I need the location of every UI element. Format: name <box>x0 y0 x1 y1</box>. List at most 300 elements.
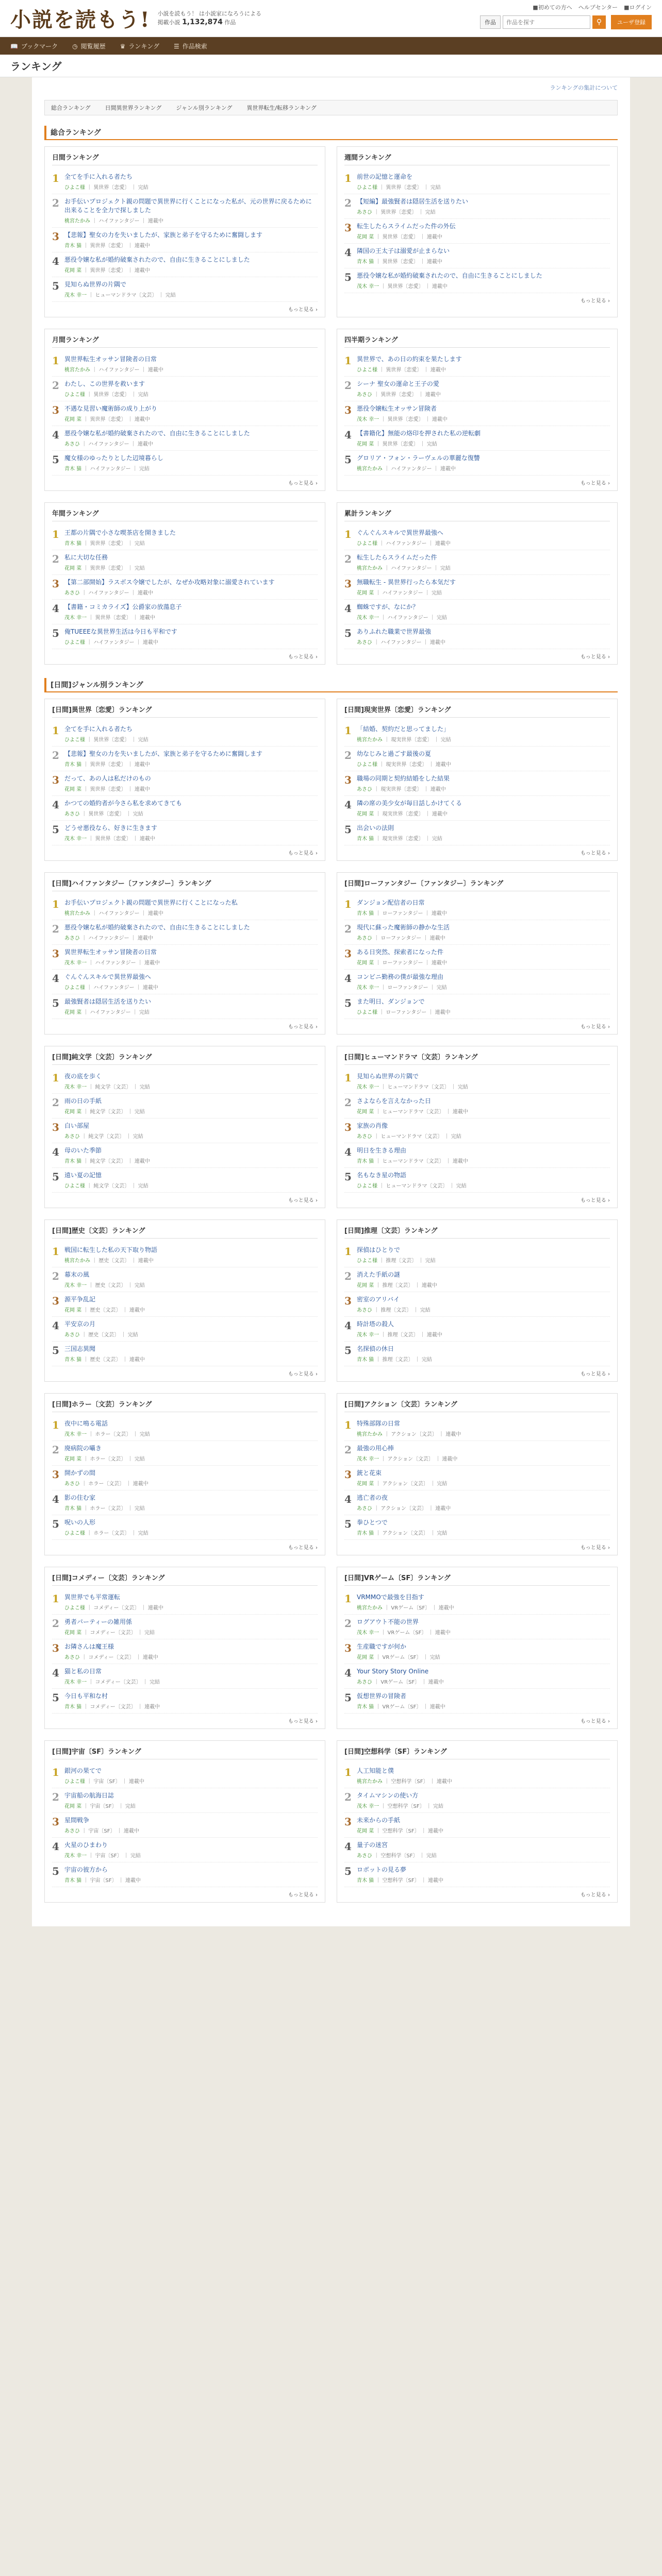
meta-separator: ｜ <box>81 417 90 422</box>
author-link[interactable]: 茂木 幸一 <box>357 1804 379 1809</box>
tab-genre[interactable]: ジャンル別ランキング <box>176 105 233 111</box>
novel-title-link[interactable]: 【悲報】聖女の力を失いましたが、家族と弟子を守るために奮闘します <box>64 750 263 757</box>
author-link[interactable]: 茂木 幸一 <box>357 1630 379 1636</box>
novel-title-link[interactable]: グロリア・フォン・ラーヴェルの華麗な復讐 <box>357 454 480 462</box>
ranking-item-body <box>357 923 610 941</box>
author-link[interactable]: 茂木 幸一 <box>64 1432 87 1437</box>
status-label: 完結 <box>425 1258 436 1264</box>
author-link[interactable]: ひよこ様 <box>64 1605 85 1611</box>
nav-search[interactable] <box>174 42 207 50</box>
author-link[interactable]: 青木 猫 <box>357 1878 374 1884</box>
author-link[interactable]: ひよこ様 <box>64 392 85 398</box>
novel-title-link[interactable]: 人工知能と僕 <box>357 1767 394 1774</box>
author-link[interactable]: 花岡 菜 <box>357 811 374 817</box>
author-link[interactable]: 青木 猫 <box>357 1357 374 1363</box>
author-link[interactable]: 桃宮たかみ <box>64 367 90 373</box>
author-link[interactable]: ひよこ様 <box>357 541 377 547</box>
author-link[interactable]: あさひ <box>64 1828 80 1834</box>
novel-title-link[interactable]: 名もなき星の物語 <box>357 1172 407 1179</box>
tab-overall[interactable]: 総合ランキング <box>51 105 91 111</box>
meta-separator: ｜ <box>119 1332 128 1338</box>
site-logo[interactable]: 小説を読もう! <box>10 8 151 32</box>
meta-separator: ｜ <box>432 566 440 571</box>
more-link[interactable]: もっと見る › <box>288 654 318 660</box>
novel-title-link[interactable]: 幕末の風 <box>64 1271 90 1278</box>
rank-number: 5 <box>344 453 352 466</box>
novel-title-link[interactable]: お隣さんは魔王様 <box>64 1643 114 1650</box>
author-link[interactable]: あさひ <box>64 1481 80 1487</box>
ranking-box-title: 日間ランキング <box>52 152 318 165</box>
rank-number: 2 <box>52 1617 59 1630</box>
meta-separator: ｜ <box>374 1704 383 1710</box>
author-link[interactable]: 青木 猫 <box>64 541 82 547</box>
tab-isekai-tensei[interactable]: 異世界転生/転移ランキング <box>246 105 317 111</box>
novel-title-link[interactable]: 現代に蘇った魔術師の静かな生活 <box>357 924 450 931</box>
author-link[interactable]: 茂木 幸一 <box>64 1680 87 1685</box>
more-link[interactable]: もっと見る › <box>580 851 610 856</box>
novel-title-link[interactable]: ロボットの見る夢 <box>357 1866 407 1873</box>
author-link[interactable]: あさひ <box>64 442 80 447</box>
author-link[interactable]: ひよこ様 <box>64 737 85 743</box>
novel-meta <box>64 464 318 472</box>
novel-title-link[interactable]: ログアウト不能の世界 <box>357 1618 419 1625</box>
novel-title-link[interactable]: 逃亡者の夜 <box>357 1494 388 1501</box>
novel-title-link[interactable]: 密室のアリバイ <box>357 1296 400 1303</box>
author-link[interactable]: ひよこ様 <box>357 1183 377 1189</box>
author-link[interactable]: 桃宮たかみ <box>64 1258 90 1264</box>
author-link[interactable]: ひよこ様 <box>64 1531 85 1536</box>
genre-label: アクション〔文芸〕 <box>382 1481 429 1487</box>
novel-title-link[interactable]: 仮想世界の冒険者 <box>357 1692 407 1700</box>
novel-title-link[interactable]: 影の住む家 <box>64 1494 96 1501</box>
novel-title-link[interactable]: 消えた手紙の謎 <box>357 1271 401 1278</box>
author-link[interactable]: 花岡 菜 <box>357 960 374 966</box>
novel-title-link[interactable]: 【短編】最強賢者は隠居生活を送りたい <box>357 198 469 205</box>
status-label: 完結 <box>125 1804 136 1809</box>
more-link[interactable]: もっと見る › <box>288 1024 318 1030</box>
author-link[interactable]: 桃宮たかみ <box>357 466 383 472</box>
author-link[interactable]: 桃宮たかみ <box>64 218 90 224</box>
novel-title-link[interactable]: 宇宙の彼方から <box>64 1866 108 1873</box>
novel-title-link[interactable]: 特殊部隊の日常 <box>357 1420 401 1427</box>
ranking-item-body <box>357 1146 610 1164</box>
more-link[interactable]: もっと見る › <box>580 1719 610 1724</box>
novel-title-link[interactable]: 悪役令嬢な私が婚約破棄されたので、自由に生きることにしました <box>64 256 250 263</box>
meta-separator: ｜ <box>80 1481 89 1487</box>
author-link[interactable]: あさひ <box>64 936 80 941</box>
novel-meta <box>64 834 318 842</box>
author-link[interactable]: 花岡 菜 <box>357 1109 374 1115</box>
author-link[interactable]: あさひ <box>64 590 80 596</box>
nav-bookmark[interactable] <box>10 42 58 50</box>
author-link[interactable]: 花岡 菜 <box>64 1010 82 1015</box>
more-link[interactable]: もっと見る › <box>288 307 318 313</box>
author-link[interactable]: 茂木 幸一 <box>64 836 87 842</box>
novel-title-link[interactable]: 無職転生 - 異世界行ったら本気だす <box>357 579 456 586</box>
novel-title-link[interactable]: 私に大切な任務 <box>64 554 108 561</box>
more-link[interactable]: もっと見る › <box>580 1024 610 1030</box>
ranking-item <box>344 970 610 994</box>
novel-title-link[interactable]: タイムマシンの使い方 <box>357 1792 419 1799</box>
header-link-login[interactable]: ■ログイン <box>624 4 652 11</box>
novel-title-link[interactable]: ある日突然、探索者になった件 <box>357 948 444 956</box>
author-link[interactable]: 青木 猫 <box>357 836 374 842</box>
rank-number: 5 <box>344 627 352 639</box>
novel-title-link[interactable]: 俺TUEEEな異世界生活は今日も平和です <box>64 628 177 635</box>
author-link[interactable]: 花岡 菜 <box>64 1804 82 1809</box>
status-label: 連載中 <box>134 417 150 422</box>
novel-title-link[interactable]: 【第二部開始】ラスボス令嬢でしたが、なぜか攻略対象に溺愛されています <box>64 579 275 586</box>
novel-title-link[interactable]: 呪いの人形 <box>64 1519 96 1526</box>
author-link[interactable]: 花岡 菜 <box>357 1283 374 1289</box>
novel-title-link[interactable]: 悪役令嬢な私が婚約破棄されたので、自由に生きることにしました <box>357 272 542 279</box>
novel-title-link[interactable]: また明日、ダンジョンで <box>357 998 425 1005</box>
author-link[interactable]: 花岡 菜 <box>64 1109 82 1115</box>
ranking-item <box>52 194 318 228</box>
novel-title-link[interactable]: 転生したらスライムだった件の外伝 <box>357 223 456 230</box>
author-link[interactable]: 花岡 菜 <box>357 590 374 596</box>
novel-meta <box>357 638 610 646</box>
novel-title-link[interactable]: 王都の片隅で小さな喫茶店を開きました <box>64 529 176 536</box>
novel-title-link[interactable]: どうせ悪役なら、好きに生きます <box>64 824 158 832</box>
author-link[interactable]: あさひ <box>357 787 372 792</box>
author-link[interactable]: 茂木 幸一 <box>64 615 87 621</box>
status-label: 連載中 <box>137 442 153 447</box>
novel-title-link[interactable]: 職場の同期と契約結婚をした結果 <box>357 775 450 782</box>
more-link[interactable]: もっと見る › <box>288 481 318 486</box>
novel-title-link[interactable]: だって、あの人は私だけのもの <box>64 775 151 782</box>
more-link[interactable]: もっと見る › <box>288 851 318 856</box>
author-link[interactable]: 花岡 菜 <box>64 787 82 792</box>
meta-separator: ｜ <box>80 1134 89 1140</box>
author-link[interactable]: あさひ <box>357 936 372 941</box>
ranking-item-body <box>357 1419 610 1437</box>
novel-title-link[interactable]: 勇者パーティーの雑用係 <box>64 1618 133 1625</box>
more-link[interactable]: もっと見る › <box>580 1892 610 1898</box>
ranking-item-body <box>357 1345 610 1363</box>
novel-title-link[interactable]: 今日も平和な村 <box>64 1692 108 1700</box>
author-link[interactable]: 青木 猫 <box>357 1159 374 1164</box>
author-link[interactable]: ひよこ様 <box>64 185 85 191</box>
novel-title-link[interactable]: 見知らぬ世界の片隅で <box>64 281 127 288</box>
author-link[interactable]: 花岡 菜 <box>357 234 374 240</box>
novel-title-link[interactable]: 蜘蛛ですが、なにか？ <box>357 603 419 611</box>
novel-title-link[interactable]: 夜の底を歩く <box>64 1073 102 1080</box>
author-link[interactable]: ひよこ様 <box>64 985 85 991</box>
novel-title-link[interactable]: 拳ひとつで <box>357 1519 388 1526</box>
novel-title-link[interactable]: 母のいた季節 <box>64 1147 102 1154</box>
author-link[interactable]: ひよこ様 <box>64 1779 85 1785</box>
more-link[interactable]: もっと見る › <box>288 1892 318 1898</box>
novel-title-link[interactable]: 隣の席の美少女が毎日話しかけてくる <box>357 800 462 807</box>
tab-isekai-daily[interactable]: 日間異世界ランキング <box>105 105 162 111</box>
author-link[interactable]: 茂木 幸一 <box>357 985 379 991</box>
more-link[interactable]: もっと見る › <box>580 1545 610 1551</box>
ranking-item <box>344 895 610 920</box>
novel-title-link[interactable]: 廃病院の囁き <box>64 1445 102 1452</box>
author-link[interactable]: 茂木 幸一 <box>357 417 379 422</box>
author-link[interactable]: 花岡 菜 <box>64 417 82 422</box>
author-link[interactable]: ひよこ様 <box>357 367 377 373</box>
ranking-item <box>344 624 610 649</box>
more-link[interactable]: もっと見る › <box>288 1719 318 1724</box>
novel-title-link[interactable]: 雨の日の手紙 <box>64 1097 102 1105</box>
novel-title-link[interactable]: 火星のひまわり <box>64 1841 108 1849</box>
author-link[interactable]: 茂木 幸一 <box>357 1332 379 1338</box>
novel-title-link[interactable]: さよならを言えなかった日 <box>357 1097 432 1105</box>
novel-title-link[interactable]: 悪役令嬢転生オッサン冒険者 <box>357 405 437 412</box>
novel-title-link[interactable]: 家族の肖像 <box>357 1122 388 1129</box>
novel-title-link[interactable]: 前世の記憶と運命を <box>357 173 413 180</box>
author-link[interactable]: あさひ <box>357 1134 372 1140</box>
novel-title-link[interactable]: 【書籍・コミカライズ】公爵家の放蕩息子 <box>64 603 182 611</box>
author-link[interactable]: 花岡 菜 <box>64 1630 82 1636</box>
novel-title-link[interactable]: 全てを手に入れる者たち <box>64 173 133 180</box>
genre-label: ハイファンタジー <box>98 218 140 224</box>
novel-title-link[interactable]: 銀河の果てで <box>64 1767 102 1774</box>
author-link[interactable]: 茂木 幸一 <box>357 1084 379 1090</box>
novel-title-link[interactable]: ぐんぐんスキルで異世界最強へ <box>357 529 443 536</box>
novel-title-link[interactable]: 不遇な見習い魔術師の成り上がり <box>64 405 158 412</box>
novel-title-link[interactable]: 幼なじみと過ごす最後の夏 <box>357 750 432 757</box>
meta-separator: ｜ <box>413 1357 422 1363</box>
author-link[interactable]: 桃宮たかみ <box>357 737 383 743</box>
author-link[interactable]: 花岡 菜 <box>64 268 82 274</box>
novel-title-link[interactable]: 「結婚、契約だと思ってました」 <box>357 725 450 733</box>
status-label: 完結 <box>451 1134 461 1140</box>
novel-title-link[interactable]: コンビニ勤務の僕が最強な理由 <box>357 973 444 980</box>
author-link[interactable]: あさひ <box>64 811 80 817</box>
author-link[interactable]: 茂木 幸一 <box>64 960 87 966</box>
novel-title-link[interactable]: 時計塔の殺人 <box>357 1320 394 1328</box>
novel-title-link[interactable]: 夜中に鳴る電話 <box>64 1420 108 1427</box>
more-link[interactable]: もっと見る › <box>580 481 610 486</box>
author-link[interactable]: 青木 猫 <box>64 762 82 768</box>
author-link[interactable]: 青木 猫 <box>64 1704 82 1710</box>
author-link[interactable]: 茂木 幸一 <box>357 1456 379 1462</box>
rank-number: 3 <box>344 1642 352 1654</box>
novel-title-link[interactable]: VRMMOで最強を目指す <box>357 1594 424 1601</box>
author-link[interactable]: 桃宮たかみ <box>64 911 90 917</box>
novel-title-link[interactable]: 星間戦争 <box>64 1817 90 1824</box>
ranking-item <box>344 170 610 194</box>
novel-title-link[interactable]: 遠い夏の記憶 <box>64 1172 102 1179</box>
meta-separator: ｜ <box>80 442 89 447</box>
novel-title-link[interactable]: ぐんぐんスキルで異世界最強へ <box>64 973 151 980</box>
header-link-help[interactable]: ヘルプセンター <box>578 4 618 11</box>
novel-title-link[interactable]: 出会いの法則 <box>357 824 394 832</box>
novel-title-link[interactable]: かつての婚約者が今さら私を求めてきても <box>64 800 183 807</box>
author-link[interactable]: 茂木 幸一 <box>357 615 379 621</box>
author-link[interactable]: 花岡 菜 <box>64 1456 82 1462</box>
meta-separator: ｜ <box>117 1804 126 1809</box>
novel-title-link[interactable]: 最強の用心棒 <box>357 1445 394 1452</box>
more-link[interactable]: もっと見る › <box>580 298 610 304</box>
author-link[interactable]: 青木 猫 <box>357 1704 374 1710</box>
genre-label: ホラー〔文芸〕 <box>90 1456 126 1462</box>
header-link-beginner[interactable]: ■初めての方へ <box>533 4 572 11</box>
meta-separator: ｜ <box>372 1134 381 1140</box>
novel-title-link[interactable]: 銃と花束 <box>357 1469 382 1477</box>
author-link[interactable]: あさひ <box>357 1308 372 1313</box>
novel-title-link[interactable]: 全てを手に入れる者たち <box>64 725 133 733</box>
novel-title-link[interactable]: わたし、この世界を救います <box>64 380 145 387</box>
rank-number: 5 <box>52 1344 59 1357</box>
more-link[interactable]: もっと見る › <box>288 1198 318 1204</box>
author-link[interactable]: あさひ <box>357 392 372 398</box>
ranking-about-link[interactable]: ランキングの集計について <box>550 84 618 91</box>
novel-title-link[interactable]: 最強賢者は隠居生活を送りたい <box>64 998 152 1005</box>
author-link[interactable]: 茂木 幸一 <box>64 1283 87 1289</box>
register-button[interactable]: ユーザ登録 <box>611 15 652 29</box>
author-link[interactable]: あさひ <box>357 640 372 646</box>
meta-separator: ｜ <box>81 243 90 249</box>
author-link[interactable]: 花岡 菜 <box>357 1481 374 1487</box>
novel-title-link[interactable]: 源平争乱記 <box>64 1296 96 1303</box>
author-link[interactable]: 花岡 菜 <box>357 1655 374 1660</box>
novel-title-link[interactable]: お手伝いプロジェクト親の問題で異世界に行くことになった私が、元の世界に戻るために出来ることを全力で探しました <box>64 198 312 214</box>
author-link[interactable]: あさひ <box>64 1655 80 1660</box>
search-icon[interactable]: ⚲ <box>592 15 606 29</box>
author-link[interactable]: ひよこ様 <box>64 1183 85 1189</box>
author-link[interactable]: 桃宮たかみ <box>357 1605 383 1611</box>
author-link[interactable]: 青木 猫 <box>64 1159 82 1164</box>
novel-title-link[interactable]: 三国志異聞 <box>64 1345 96 1352</box>
novel-title-link[interactable]: 明日を生きる理由 <box>357 1147 407 1154</box>
novel-meta <box>64 1157 318 1164</box>
author-link[interactable]: ひよこ様 <box>357 762 377 768</box>
novel-title-link[interactable]: 異世界転生オッサン冒険者の日常 <box>64 948 157 956</box>
status-label: 連載中 <box>421 1283 437 1289</box>
more-link[interactable]: もっと見る › <box>288 1371 318 1377</box>
novel-title-link[interactable]: 見知らぬ世界の片隅で <box>357 1073 419 1080</box>
status-label: 完結 <box>134 1506 145 1512</box>
author-link[interactable]: 青木 猫 <box>357 911 374 917</box>
author-link[interactable]: ひよこ様 <box>357 1258 377 1264</box>
novel-title-link[interactable]: シーナ 聖女の運命と王子の愛 <box>357 380 439 387</box>
author-link[interactable]: あさひ <box>64 1134 80 1140</box>
novel-title-link[interactable]: 【書籍化】無能の烙印を押された私の逆転劇 <box>357 430 481 437</box>
more-link[interactable]: もっと見る › <box>580 1198 610 1204</box>
novel-title-link[interactable]: 悪役令嬢な私が婚約破棄されたので、自由に生きることにしました <box>64 430 250 437</box>
novel-title-link[interactable]: 白い部屋 <box>64 1122 90 1129</box>
more-link[interactable]: もっと見る › <box>288 1545 318 1551</box>
author-link[interactable]: 花岡 菜 <box>357 1828 374 1834</box>
rank-number: 2 <box>52 553 59 565</box>
author-link[interactable]: 花岡 菜 <box>64 1308 82 1313</box>
author-link[interactable]: 花岡 菜 <box>357 442 374 447</box>
author-link[interactable]: 茂木 幸一 <box>357 284 379 290</box>
novel-title-link[interactable]: 異世界でも平常運転 <box>64 1594 121 1601</box>
author-link[interactable]: 青木 猫 <box>64 1878 82 1884</box>
nav-ranking[interactable] <box>120 42 159 50</box>
meta-separator: ｜ <box>383 566 391 571</box>
author-link[interactable]: 青木 猫 <box>357 259 374 265</box>
meta-separator: ｜ <box>374 1357 383 1363</box>
author-link[interactable]: あさひ <box>357 1506 372 1512</box>
novel-title-link[interactable]: 異世界転生オッサン冒険者の日常 <box>64 355 157 363</box>
author-link[interactable]: 茂木 幸一 <box>64 293 87 298</box>
author-link[interactable]: あさひ <box>357 1680 372 1685</box>
genre-label: 空想科学〔SF〕 <box>387 1804 425 1809</box>
novel-title-link[interactable]: 量子の迷宮 <box>357 1841 388 1849</box>
novel-title-link[interactable]: 転生したらスライムだった件 <box>357 554 437 561</box>
author-link[interactable]: 桃宮たかみ <box>357 566 383 571</box>
author-link[interactable]: あさひ <box>357 1853 372 1859</box>
novel-title-link[interactable]: 探偵はひとりで <box>357 1246 401 1253</box>
ranking-item <box>344 1267 610 1292</box>
nav-history[interactable] <box>72 42 106 50</box>
search-input[interactable] <box>503 15 590 29</box>
meta-separator: ｜ <box>444 1159 453 1164</box>
author-link[interactable]: あさひ <box>357 210 372 215</box>
novel-title-link[interactable]: 平安京の月 <box>64 1320 96 1328</box>
novel-meta <box>357 1008 610 1015</box>
novel-title-link[interactable]: 猫と私の日常 <box>64 1668 102 1675</box>
novel-title-link[interactable]: Your Story Story Online <box>357 1668 429 1675</box>
novel-title-link[interactable]: 開かずの間 <box>64 1469 96 1477</box>
author-link[interactable]: 青木 猫 <box>64 466 82 472</box>
author-link[interactable]: 青木 猫 <box>64 1357 82 1363</box>
ranking-item-body <box>64 529 318 547</box>
ranking-item-body <box>64 355 318 373</box>
more-link[interactable]: もっと見る › <box>580 654 610 660</box>
novel-title-link[interactable]: 隣国の王太子は溺愛が止まらない <box>357 247 450 255</box>
ranking-item <box>344 268 610 293</box>
author-link[interactable]: ひよこ様 <box>357 185 377 191</box>
genre-label: 推理〔文芸〕 <box>382 1283 413 1289</box>
meta-separator: ｜ <box>81 541 90 547</box>
author-link[interactable]: 茂木 幸一 <box>64 1084 87 1090</box>
novel-title-link[interactable]: 未来からの手紙 <box>357 1817 401 1824</box>
author-link[interactable]: ひよこ様 <box>64 640 85 646</box>
novel-meta <box>357 785 610 792</box>
author-link[interactable]: 青木 猫 <box>64 1506 82 1512</box>
author-link[interactable]: 桃宮たかみ <box>357 1779 383 1785</box>
novel-meta <box>64 1777 318 1785</box>
ranking-item <box>52 945 318 970</box>
novel-title-link[interactable]: 悪役令嬢な私が婚約破棄されたので、自由に生きることにしました <box>64 924 250 931</box>
author-link[interactable]: 花岡 菜 <box>64 566 82 571</box>
meta-separator: ｜ <box>379 417 388 422</box>
meta-separator: ｜ <box>139 367 148 373</box>
author-link[interactable]: 桃宮たかみ <box>357 1432 383 1437</box>
novel-title-link[interactable]: 生産職ですが何か <box>357 1643 407 1650</box>
novel-title-link[interactable]: 戦国に転生した私の天下取り物語 <box>64 1246 158 1253</box>
ranking-item-body <box>357 973 610 991</box>
ranking-item <box>52 1168 318 1193</box>
novel-title-link[interactable]: 名探偵の休日 <box>357 1345 394 1352</box>
novel-title-link[interactable]: ダンジョン配信者の日常 <box>357 899 425 906</box>
more-link[interactable]: もっと見る › <box>580 1371 610 1377</box>
meta-separator: ｜ <box>85 985 94 991</box>
novel-title-link[interactable]: 異世界で、あの日の約束を果たします <box>357 355 462 363</box>
novel-title-link[interactable]: 【悲報】聖女の力を失いましたが、家族と弟子を守るために奮闘します <box>64 231 263 239</box>
status-label: 連載中 <box>426 259 442 265</box>
novel-title-link[interactable]: 宇宙船の航海日誌 <box>64 1792 114 1799</box>
novel-title-link[interactable]: お手伝いプロジェクト親の問題で異世界に行くことになった私 <box>64 899 238 906</box>
author-link[interactable]: あさひ <box>64 1332 80 1338</box>
author-link[interactable]: ひよこ様 <box>357 1010 377 1015</box>
ranking-box <box>337 1567 618 1729</box>
author-link[interactable]: 青木 猫 <box>357 1531 374 1536</box>
search-type-select[interactable]: 作品 <box>480 15 501 29</box>
author-link[interactable]: 青木 猫 <box>64 243 82 249</box>
meta-separator: ｜ <box>87 836 95 842</box>
novel-title-link[interactable]: ありふれた職業で世界最強 <box>357 628 432 635</box>
novel-title-link[interactable]: 魔女様のゆったりとした辺境暮らし <box>64 454 163 462</box>
author-link[interactable]: 茂木 幸一 <box>64 1853 87 1859</box>
